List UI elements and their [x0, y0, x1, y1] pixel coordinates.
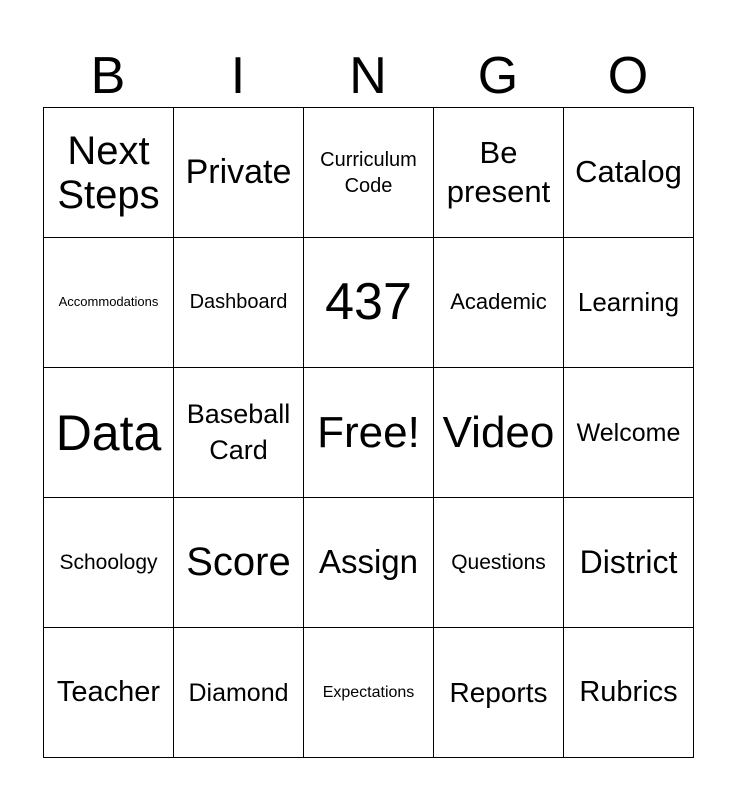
bingo-cell: Catalog	[564, 108, 694, 238]
bingo-cell: Score	[174, 498, 304, 628]
bingo-cell: Rubrics	[564, 628, 694, 758]
bingo-cell: Reports	[434, 628, 564, 758]
bingo-cell: Expectations	[304, 628, 434, 758]
bingo-cell: Schoology	[44, 498, 174, 628]
bingo-cell: Free!	[304, 368, 434, 498]
bingo-cell: 437	[304, 238, 434, 368]
bingo-cell: Accommodations	[44, 238, 174, 368]
header-letter-g: G	[477, 47, 519, 105]
bingo-cell: Teacher	[44, 628, 174, 758]
bingo-cell: Next Steps	[44, 108, 174, 238]
bingo-cell: Be present	[434, 108, 564, 238]
bingo-cell: Private	[174, 108, 304, 238]
bingo-cell: Welcome	[564, 368, 694, 498]
bingo-header	[43, 44, 693, 108]
bingo-cell: Baseball Card	[174, 368, 304, 498]
bingo-cell: Curriculum Code	[304, 108, 434, 238]
header-letter-i: I	[230, 47, 246, 105]
header-letter-b: B	[90, 47, 126, 105]
header-letter-o: O	[607, 47, 649, 105]
bingo-cell: Diamond	[174, 628, 304, 758]
bingo-cell: Questions	[434, 498, 564, 628]
bingo-cell: District	[564, 498, 694, 628]
bingo-cell: Learning	[564, 238, 694, 368]
bingo-cell: Assign	[304, 498, 434, 628]
header-letter-n: N	[349, 47, 387, 105]
bingo-board	[43, 107, 694, 758]
bingo-cell: Dashboard	[174, 238, 304, 368]
bingo-cell: Data	[44, 368, 174, 498]
bingo-cell: Video	[434, 368, 564, 498]
bingo-cell: Academic	[434, 238, 564, 368]
